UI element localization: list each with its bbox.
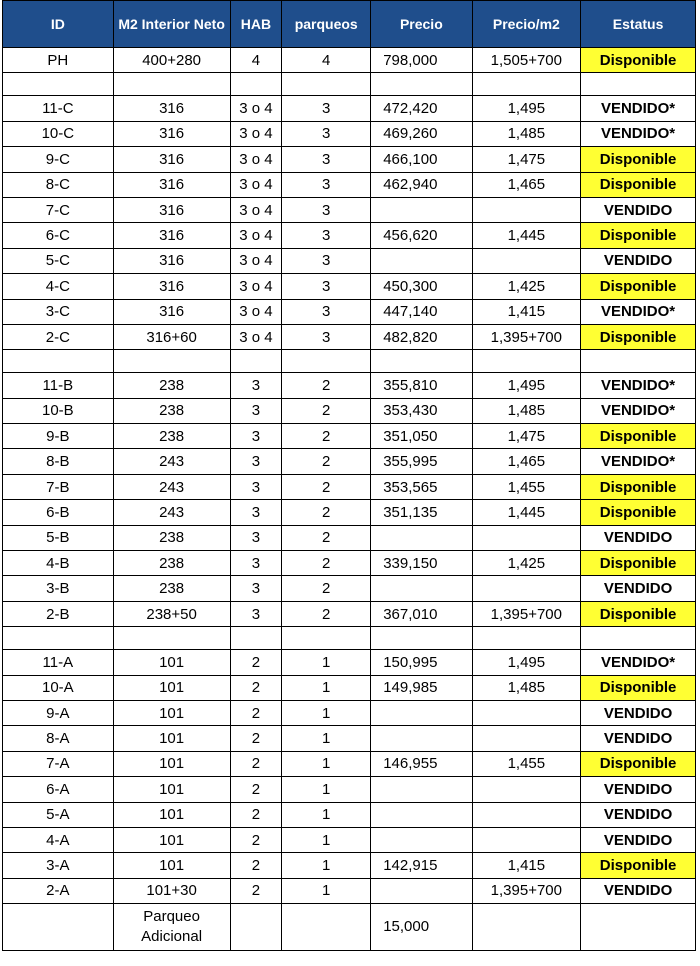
cell-precio-m2: 1,415 (472, 299, 581, 324)
cell-hab: 3 o 4 (230, 147, 282, 172)
cell-hab: 3 (230, 373, 282, 398)
empty-cell (472, 350, 581, 373)
cell-parqueos: 2 (282, 373, 371, 398)
cell-precio: 150,995 (371, 650, 472, 675)
cell-precio-m2: 1,395+700 (472, 324, 581, 349)
cell-m2: 316 (113, 96, 230, 121)
status-badge: VENDIDO (581, 878, 696, 903)
cell-m2: 101 (113, 853, 230, 878)
status-badge: Disponible (581, 474, 696, 499)
cell-precio: 351,135 (371, 500, 472, 525)
cell-m2: 101 (113, 700, 230, 725)
cell-precio-m2: 1,505+700 (472, 48, 581, 73)
cell-precio: 798,000 (371, 48, 472, 73)
cell-precio-m2 (472, 777, 581, 802)
cell-m2: 101 (113, 751, 230, 776)
empty-cell (3, 627, 114, 650)
cell-m2: 238 (113, 424, 230, 449)
cell-parqueos: 1 (282, 751, 371, 776)
table-row (3, 551, 696, 576)
cell-m2: 316+60 (113, 324, 230, 349)
cell-m2: 238 (113, 373, 230, 398)
status-badge: VENDIDO* (581, 398, 696, 423)
cell-precio (371, 726, 472, 751)
cell-precio-m2 (472, 904, 581, 951)
cell-precio-m2 (472, 802, 581, 827)
cell-precio (371, 700, 472, 725)
cell-m2: 238 (113, 576, 230, 601)
cell-precio-m2: 1,475 (472, 147, 581, 172)
status-badge: VENDIDO* (581, 650, 696, 675)
cell-hab: 3 o 4 (230, 121, 282, 146)
cell-parqueos: 3 (282, 274, 371, 299)
cell-parqueos: 3 (282, 248, 371, 273)
empty-cell (230, 627, 282, 650)
cell-hab: 3 (230, 500, 282, 525)
cell-m2: 101 (113, 827, 230, 852)
units-price-table (2, 0, 696, 951)
table-row (3, 324, 696, 349)
cell-precio (371, 576, 472, 601)
cell-m2: 316 (113, 299, 230, 324)
cell-precio: 339,150 (371, 551, 472, 576)
cell-precio-m2: 1,475 (472, 424, 581, 449)
status-badge: Disponible (581, 424, 696, 449)
cell-hab: 2 (230, 726, 282, 751)
cell-parqueos: 1 (282, 700, 371, 725)
table-row (3, 474, 696, 499)
cell-precio: 149,985 (371, 675, 472, 700)
table-row (3, 274, 696, 299)
table-row (3, 48, 696, 73)
table-row (3, 601, 696, 626)
status-badge: Disponible (581, 675, 696, 700)
cell-precio-m2 (472, 726, 581, 751)
cell-precio-m2: 1,445 (472, 500, 581, 525)
cell-precio-m2: 1,485 (472, 121, 581, 146)
cell-id: 3-B (3, 576, 114, 601)
cell-precio: 462,940 (371, 172, 472, 197)
status-badge: Disponible (581, 147, 696, 172)
cell-precio: 355,810 (371, 373, 472, 398)
cell-precio: 447,140 (371, 299, 472, 324)
cell-parqueos: 2 (282, 576, 371, 601)
status-badge: VENDIDO* (581, 449, 696, 474)
cell-m2: 101 (113, 726, 230, 751)
cell-hab: 2 (230, 827, 282, 852)
cell-precio (371, 248, 472, 273)
cell-hab: 2 (230, 802, 282, 827)
status-badge: Disponible (581, 751, 696, 776)
empty-cell (3, 73, 114, 96)
table-header (3, 1, 696, 48)
table-row (3, 827, 696, 852)
cell-m2: 400+280 (113, 48, 230, 73)
empty-cell (113, 350, 230, 373)
cell-parqueos: 1 (282, 675, 371, 700)
cell-parqueos: 1 (282, 853, 371, 878)
cell-id: PH (3, 48, 114, 73)
cell-id: 7-C (3, 197, 114, 222)
cell-id: 9-B (3, 424, 114, 449)
cell-id: 11-B (3, 373, 114, 398)
cell-parqueos: 3 (282, 96, 371, 121)
table-row (3, 248, 696, 273)
cell-id: 7-A (3, 751, 114, 776)
cell-precio-m2 (472, 827, 581, 852)
table-row (3, 802, 696, 827)
cell-precio-m2: 1,395+700 (472, 601, 581, 626)
status-badge: Disponible (581, 853, 696, 878)
cell-precio: 367,010 (371, 601, 472, 626)
cell-precio-m2: 1,485 (472, 675, 581, 700)
status-badge: VENDIDO (581, 525, 696, 550)
cell-precio: 353,430 (371, 398, 472, 423)
status-badge (581, 904, 696, 951)
cell-precio-m2: 1,495 (472, 96, 581, 121)
status-badge: Disponible (581, 223, 696, 248)
cell-precio (371, 197, 472, 222)
empty-cell (371, 350, 472, 373)
cell-m2: 243 (113, 474, 230, 499)
table-row (3, 373, 696, 398)
cell-hab: 3 o 4 (230, 274, 282, 299)
table-row (3, 525, 696, 550)
cell-id: 2-A (3, 878, 114, 903)
cell-hab: 3 o 4 (230, 223, 282, 248)
cell-precio-m2 (472, 197, 581, 222)
cell-precio-m2: 1,395+700 (472, 878, 581, 903)
status-badge: VENDIDO (581, 197, 696, 222)
cell-parqueos: 2 (282, 500, 371, 525)
empty-cell (113, 73, 230, 96)
cell-m2: Parqueo Adicional (113, 904, 230, 951)
cell-precio: 482,820 (371, 324, 472, 349)
cell-id (3, 904, 114, 951)
cell-m2: 243 (113, 500, 230, 525)
cell-precio-m2 (472, 576, 581, 601)
table-row (3, 650, 696, 675)
status-badge: Disponible (581, 500, 696, 525)
cell-parqueos: 3 (282, 172, 371, 197)
cell-precio-m2: 1,465 (472, 172, 581, 197)
cell-precio: 351,050 (371, 424, 472, 449)
cell-hab: 3 (230, 474, 282, 499)
cell-precio: 469,260 (371, 121, 472, 146)
cell-hab: 3 (230, 449, 282, 474)
status-badge: Disponible (581, 172, 696, 197)
header-hab: HAB (230, 1, 282, 48)
cell-parqueos: 2 (282, 601, 371, 626)
cell-id: 10-A (3, 675, 114, 700)
cell-m2: 238 (113, 525, 230, 550)
status-badge: Disponible (581, 601, 696, 626)
cell-parqueos: 2 (282, 398, 371, 423)
table-row (3, 424, 696, 449)
status-badge: VENDIDO* (581, 121, 696, 146)
status-badge: VENDIDO (581, 827, 696, 852)
empty-cell (472, 627, 581, 650)
cell-id: 10-B (3, 398, 114, 423)
cell-parqueos: 1 (282, 726, 371, 751)
cell-precio-m2 (472, 525, 581, 550)
cell-hab: 3 (230, 424, 282, 449)
cell-m2: 238 (113, 398, 230, 423)
cell-m2: 316 (113, 147, 230, 172)
cell-hab: 3 o 4 (230, 172, 282, 197)
spacer-row (3, 627, 696, 650)
cell-precio: 146,955 (371, 751, 472, 776)
cell-m2: 316 (113, 121, 230, 146)
empty-cell (472, 73, 581, 96)
status-badge: Disponible (581, 48, 696, 73)
cell-precio-m2: 1,455 (472, 751, 581, 776)
cell-precio: 466,100 (371, 147, 472, 172)
cell-parqueos: 1 (282, 827, 371, 852)
cell-precio: 472,420 (371, 96, 472, 121)
header-precio: Precio (371, 1, 472, 48)
status-badge: VENDIDO (581, 802, 696, 827)
status-badge: VENDIDO (581, 576, 696, 601)
header-id: ID (3, 1, 114, 48)
cell-id: 4-A (3, 827, 114, 852)
cell-hab: 3 o 4 (230, 324, 282, 349)
cell-precio-m2: 1,495 (472, 650, 581, 675)
empty-cell (581, 73, 696, 96)
cell-m2: 101 (113, 650, 230, 675)
header-precio-m2: Precio/m2 (472, 1, 581, 48)
extra-parking-row (3, 904, 696, 951)
spacer-row (3, 73, 696, 96)
cell-id: 6-B (3, 500, 114, 525)
cell-precio-m2: 1,465 (472, 449, 581, 474)
empty-cell (282, 73, 371, 96)
cell-id: 5-B (3, 525, 114, 550)
cell-parqueos: 4 (282, 48, 371, 73)
empty-cell (371, 73, 472, 96)
cell-hab: 3 (230, 525, 282, 550)
cell-id: 5-A (3, 802, 114, 827)
cell-id: 11-C (3, 96, 114, 121)
cell-parqueos: 3 (282, 299, 371, 324)
cell-m2: 101 (113, 675, 230, 700)
cell-parqueos: 3 (282, 121, 371, 146)
table-row (3, 147, 696, 172)
cell-m2: 101 (113, 802, 230, 827)
status-badge: VENDIDO (581, 777, 696, 802)
empty-cell (371, 627, 472, 650)
cell-parqueos: 3 (282, 197, 371, 222)
status-badge: VENDIDO (581, 700, 696, 725)
cell-hab: 2 (230, 853, 282, 878)
cell-hab: 3 o 4 (230, 197, 282, 222)
cell-id: 2-B (3, 601, 114, 626)
cell-precio (371, 802, 472, 827)
cell-hab: 4 (230, 48, 282, 73)
cell-hab: 3 o 4 (230, 299, 282, 324)
header-parqueos: parqueos (282, 1, 371, 48)
cell-hab: 2 (230, 675, 282, 700)
cell-hab: 3 o 4 (230, 96, 282, 121)
empty-cell (581, 350, 696, 373)
cell-precio: 355,995 (371, 449, 472, 474)
cell-precio-m2: 1,445 (472, 223, 581, 248)
cell-id: 5-C (3, 248, 114, 273)
table-row (3, 726, 696, 751)
cell-precio: 15,000 (371, 904, 472, 951)
empty-cell (113, 627, 230, 650)
table-row (3, 398, 696, 423)
empty-cell (581, 627, 696, 650)
cell-precio-m2: 1,495 (472, 373, 581, 398)
cell-parqueos: 2 (282, 474, 371, 499)
cell-parqueos (282, 904, 371, 951)
cell-hab: 2 (230, 878, 282, 903)
cell-hab: 2 (230, 650, 282, 675)
status-badge: VENDIDO (581, 248, 696, 273)
cell-id: 3-A (3, 853, 114, 878)
table-row (3, 853, 696, 878)
table-row (3, 223, 696, 248)
cell-id: 10-C (3, 121, 114, 146)
table-row (3, 449, 696, 474)
cell-parqueos: 1 (282, 650, 371, 675)
table-row (3, 675, 696, 700)
cell-precio-m2: 1,455 (472, 474, 581, 499)
cell-precio: 353,565 (371, 474, 472, 499)
table-row (3, 878, 696, 903)
cell-precio: 450,300 (371, 274, 472, 299)
cell-parqueos: 2 (282, 424, 371, 449)
table-row (3, 96, 696, 121)
cell-id: 7-B (3, 474, 114, 499)
cell-hab: 3 (230, 398, 282, 423)
cell-id: 11-A (3, 650, 114, 675)
cell-id: 6-A (3, 777, 114, 802)
cell-precio: 456,620 (371, 223, 472, 248)
cell-hab: 3 (230, 551, 282, 576)
cell-precio (371, 777, 472, 802)
cell-hab: 3 o 4 (230, 248, 282, 273)
status-badge: VENDIDO* (581, 299, 696, 324)
cell-precio (371, 525, 472, 550)
empty-cell (230, 350, 282, 373)
empty-cell (3, 350, 114, 373)
status-badge: Disponible (581, 274, 696, 299)
table-row (3, 172, 696, 197)
cell-m2: 316 (113, 197, 230, 222)
cell-parqueos: 2 (282, 449, 371, 474)
empty-cell (282, 350, 371, 373)
cell-id: 6-C (3, 223, 114, 248)
cell-parqueos: 3 (282, 147, 371, 172)
cell-parqueos: 1 (282, 878, 371, 903)
cell-id: 9-A (3, 700, 114, 725)
cell-id: 8-A (3, 726, 114, 751)
table-row (3, 299, 696, 324)
cell-hab: 3 (230, 601, 282, 626)
cell-precio-m2: 1,415 (472, 853, 581, 878)
cell-m2: 316 (113, 172, 230, 197)
cell-hab: 2 (230, 751, 282, 776)
cell-m2: 101+30 (113, 878, 230, 903)
cell-precio-m2: 1,425 (472, 274, 581, 299)
cell-parqueos: 1 (282, 777, 371, 802)
status-badge: VENDIDO* (581, 373, 696, 398)
cell-id: 9-C (3, 147, 114, 172)
cell-m2: 316 (113, 274, 230, 299)
cell-precio (371, 827, 472, 852)
cell-hab: 3 (230, 576, 282, 601)
cell-hab: 2 (230, 700, 282, 725)
cell-parqueos: 3 (282, 324, 371, 349)
cell-m2: 101 (113, 777, 230, 802)
cell-parqueos: 3 (282, 223, 371, 248)
table-row (3, 576, 696, 601)
table-body (3, 48, 696, 951)
cell-m2: 238+50 (113, 601, 230, 626)
cell-id: 8-C (3, 172, 114, 197)
cell-id: 4-C (3, 274, 114, 299)
cell-parqueos: 2 (282, 551, 371, 576)
cell-m2: 316 (113, 248, 230, 273)
cell-m2: 316 (113, 223, 230, 248)
cell-precio-m2: 1,425 (472, 551, 581, 576)
table-row (3, 197, 696, 222)
cell-precio: 142,915 (371, 853, 472, 878)
status-badge: Disponible (581, 551, 696, 576)
cell-m2: 243 (113, 449, 230, 474)
table-row (3, 751, 696, 776)
table-row (3, 121, 696, 146)
cell-hab (230, 904, 282, 951)
spacer-row (3, 350, 696, 373)
status-badge: VENDIDO (581, 726, 696, 751)
cell-precio-m2: 1,485 (472, 398, 581, 423)
cell-parqueos: 1 (282, 802, 371, 827)
cell-id: 3-C (3, 299, 114, 324)
cell-precio (371, 878, 472, 903)
status-badge: Disponible (581, 324, 696, 349)
cell-id: 2-C (3, 324, 114, 349)
cell-precio-m2 (472, 248, 581, 273)
cell-precio-m2 (472, 700, 581, 725)
table-row (3, 500, 696, 525)
empty-cell (230, 73, 282, 96)
cell-parqueos: 2 (282, 525, 371, 550)
cell-id: 4-B (3, 551, 114, 576)
table-row (3, 700, 696, 725)
table-row (3, 777, 696, 802)
cell-id: 8-B (3, 449, 114, 474)
cell-m2: 238 (113, 551, 230, 576)
cell-hab: 2 (230, 777, 282, 802)
header-estatus: Estatus (581, 1, 696, 48)
header-m2-interior-neto: M2 Interior Neto (113, 1, 230, 48)
empty-cell (282, 627, 371, 650)
status-badge: VENDIDO* (581, 96, 696, 121)
